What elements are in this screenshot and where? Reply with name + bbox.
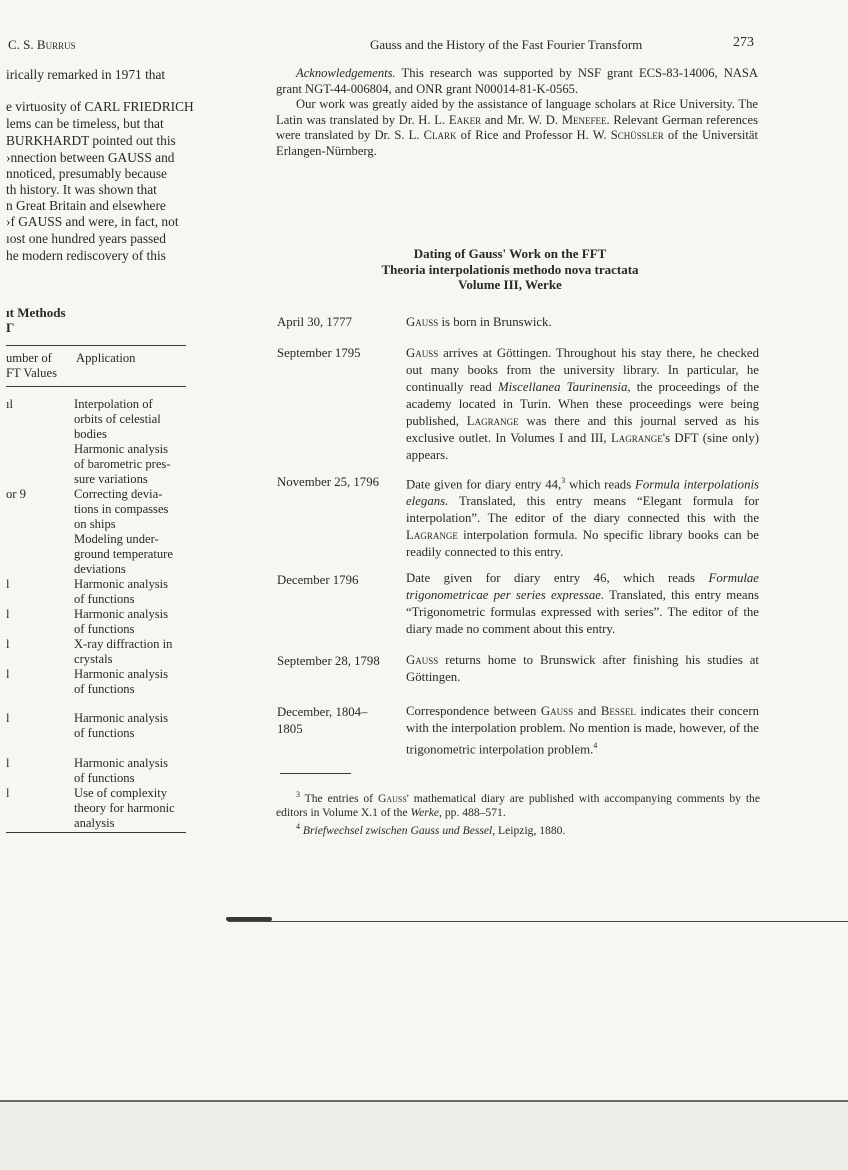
footnote-4: $^4$ Briefwechsel zwischen Gauss und Bessel, Leipzig, 1880. [296,821,566,837]
author-name: C. S. Burrus [8,37,76,52]
entry-date: September 1795 [277,346,361,360]
table-col1-header: umber of FT Values [6,351,57,380]
table-row-app: Harmonic analysis of functions [74,711,169,740]
table-row-app: Correcting devia- tions in compasses on ships [74,487,169,531]
left-text-line: ›f GAUSS and were, in fact, not [6,214,179,229]
scan-margin [0,1102,848,1170]
left-text-line: he modern rediscovery of this [6,248,166,263]
left-text-line: ›nnection between GAUSS and [6,150,175,165]
left-text-line: th history. It was shown that [6,182,157,197]
entry-date: September 28, 1798 [277,654,380,668]
entry-text: Correspondence between Gauss and Bessel indicates their concern with the interpolation problem. No mention is made, however, of the trigonometric interpolation problem.$^4$ [406,704,759,757]
entry-date: December, 1804– 1805 [277,705,368,736]
entry-date: December 1796 [277,573,359,587]
left-text-line: irically remarked in 1971 that [6,67,166,82]
table-row-num: or 9 [6,487,26,501]
table-row-app: X-ray diffraction in crystals [74,637,173,666]
left-text-line: nnoticed, presumably because [6,166,168,181]
table-row-num: l [6,786,10,800]
left-text-line: e virtuosity of CARL FRIEDRICH [6,99,194,114]
acknowledgements [276,66,758,160]
entry-text: Gauss arrives at Göttingen. Throughout his stay there, he checked out many books from the university library. In particular, he continually read Miscellanea Taurinensia, the proceedings of the academy located in Turin. When these proceedings were being published, Lagrange was there and this journal served as his exclusive outlet. In Volumes I and III, Lagrange's DFT (sine only) appears. [406,346,760,462]
acknowledgements-paragraph-1: Acknowledgements. This research was supported by NSF grant ECS-83-14006, NASA grant NGT-44-006804, and ONR grant N00014-81-K-0565. [276,66,758,96]
table-row-app: Harmonic analysis of functions [74,667,169,696]
table-row-app: Interpolation of orbits of celestial bodies [74,397,161,441]
footnote-rule [280,773,351,774]
footnotes [276,788,760,838]
table-row-app: Harmonic analysis of functions [74,756,169,785]
table-row-app: Modeling under- ground temperature deviations [74,532,173,576]
fft-methods-table [6,300,188,840]
left-text-line: BURKHARDT pointed out this [6,133,176,148]
table-row-num: l [6,667,10,681]
scan-edge-line [228,921,848,922]
entry-text: Gauss is born in Brunswick. [406,315,552,329]
table-row-num: l [6,637,10,651]
entry-text: Gauss returns home to Brunswick after finishing his studies at Göttingen. [406,653,759,684]
scan-smudge [226,917,272,921]
acknowledgements-paragraph-2: Our work was greatly aided by the assistance of language scholars at Rice University. The Latin was translated by Dr. H. L. Eaker and Mr. W. D. Menefee. Relevant German references were translated by Dr. S. L. Clark of Rice and Professor H. W. Schüssler of the Universität Erlangen-Nürnberg. [276,97,758,158]
table-row-num: ıl [6,397,13,411]
entry-date: April 30, 1777 [277,315,353,329]
entry-text: Date given for diary entry 44,$^3$ which reads Formula interpolationis elegans. Translated, this entry means “Elegant formula for interpolation”. The editor of the diary connected this with the Lagrange interpolation formula. No specific library books can be readily connected to this entry. [406,476,759,560]
entry-text: Date given for diary entry 46, which reads Formulae trigonometricae per series expressae. Translated, this entry means “Trigonometric formulas expressed with series”. The editor of the diary made no comment about this entry. [406,571,759,636]
table-row-app: Use of complexity theory for harmonic analysis [74,786,175,830]
left-text-line: n Great Britain and elsewhere [6,198,166,213]
left-text-line: lems can be timeless, but that [6,116,164,131]
dating-table-title: Dating of Gauss' Work on the FFT Theoria interpolationis methodo nova tractata Volume III, Werke [381,246,639,292]
table-row-app: Harmonic analysis of functions [74,607,169,636]
table-row-num: l [6,607,10,621]
table-row-app: Harmonic analysis of functions [74,577,169,606]
left-column-text [6,0,196,300]
footnote-3: $^3$ The entries of Gauss' mathematical diary are published with accompanying comments by the editors in Volume X.1 of the Werke, pp. 488–571. [276,790,760,819]
table-subtitle: Γ [6,320,15,335]
table-row-app: Harmonic analysis of barometric pres- sure variations [74,442,171,486]
table-row-num: l [6,577,10,591]
table-row-num: l [6,756,10,770]
running-title: Gauss and the History of the Fast Fourier Transform [370,37,643,52]
page-number: 273 [733,35,754,50]
entry-date: November 25, 1796 [277,475,380,489]
table-row-num: l [6,711,10,725]
left-text-line: ıost one hundred years passed [6,231,166,246]
table-col2-header: Application [76,351,136,365]
table-title: ıt Methods [6,305,66,320]
